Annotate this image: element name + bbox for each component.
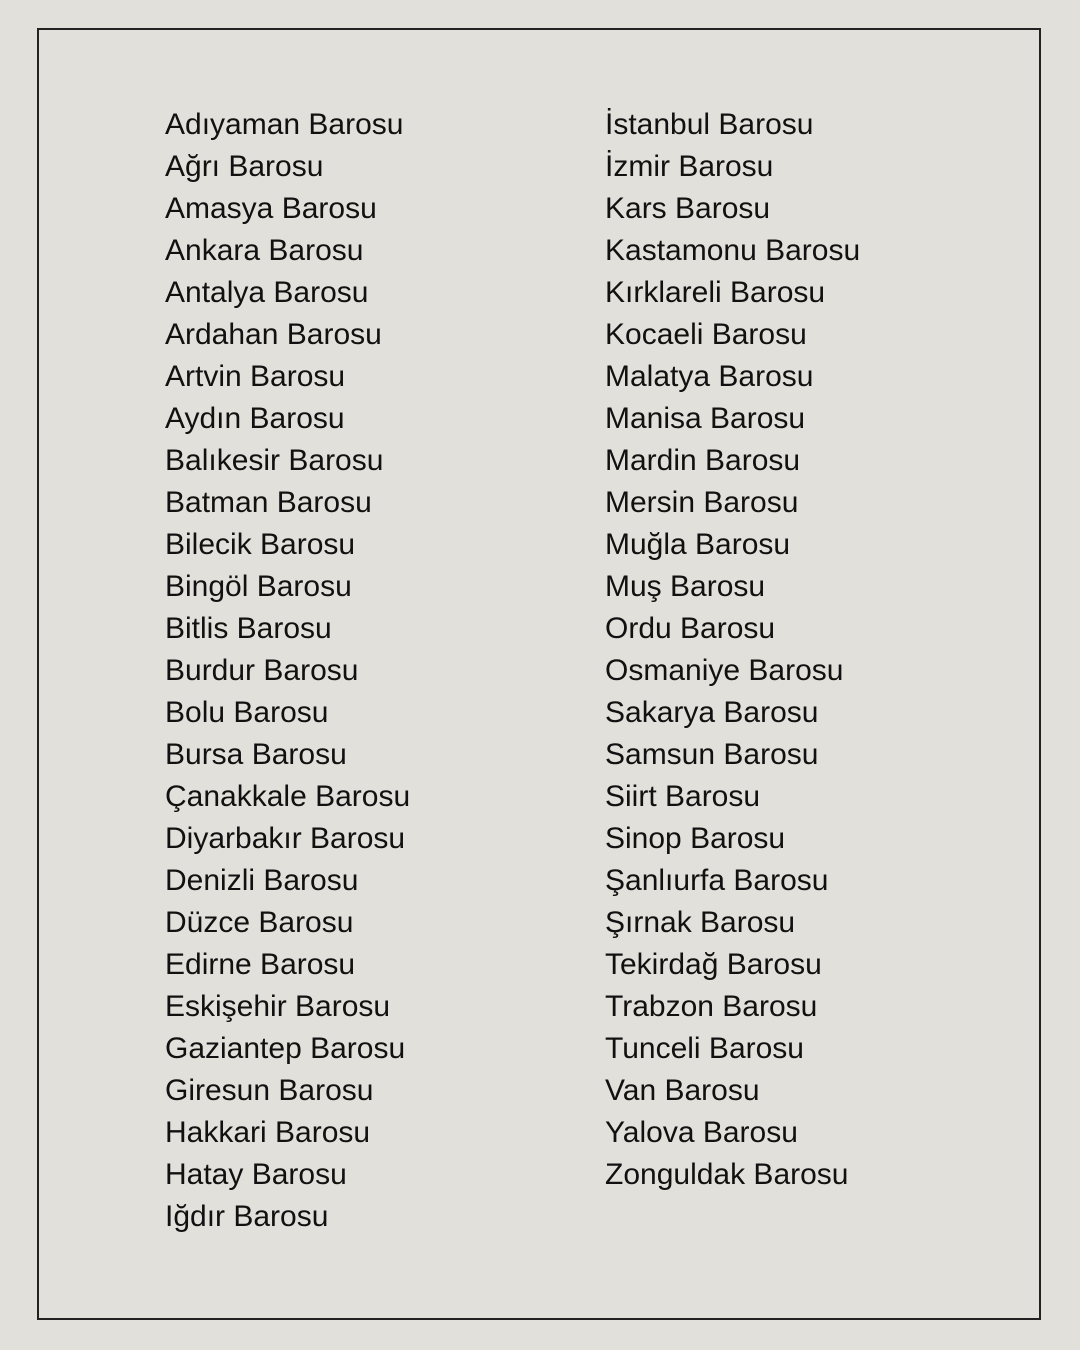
list-item: Iğdır Barosu [165,1200,329,1233]
list-item: Bilecik Barosu [165,528,356,561]
list-item: Kocaeli Barosu [605,318,807,351]
list-item: Sinop Barosu [605,822,786,855]
list-item: Batman Barosu [165,486,372,519]
list-item: Bitlis Barosu [165,612,332,645]
list-item: Ardahan Barosu [165,318,382,351]
list-item: Ordu Barosu [605,612,776,645]
list-item: Muğla Barosu [605,528,791,561]
list-item: Kars Barosu [605,192,771,225]
list-item: Giresun Barosu [165,1074,374,1107]
list-item: Kırklareli Barosu [605,276,826,309]
list-item: Mersin Barosu [605,486,799,519]
list-item: Tunceli Barosu [605,1032,804,1065]
list-item: Samsun Barosu [605,738,819,771]
list-item: Mardin Barosu [605,444,801,477]
list-item: Diyarbakır Barosu [165,822,406,855]
list-item: Muş Barosu [605,570,766,603]
list-item: Osmaniye Barosu [605,654,844,687]
list-item: Tekirdağ Barosu [605,948,822,981]
list-item: Aydın Barosu [165,402,345,435]
list-item: Ağrı Barosu [165,150,324,183]
left-column-list [165,104,410,1238]
list-item: Çanakkale Barosu [165,780,411,813]
list-item: İzmir Barosu [605,150,774,183]
list-item: Eskişehir Barosu [165,990,391,1023]
list-item: Bolu Barosu [165,696,329,729]
list-item: Malatya Barosu [605,360,814,393]
list-item: Adıyaman Barosu [165,108,404,141]
list-item: Amasya Barosu [165,192,377,225]
right-column-list [605,104,860,1196]
list-item: Siirt Barosu [605,780,761,813]
list-item: Gaziantep Barosu [165,1032,406,1065]
list-item: Denizli Barosu [165,864,359,897]
list-item: Sakarya Barosu [605,696,819,729]
list-item: Van Barosu [605,1074,760,1107]
list-item: Şırnak Barosu [605,906,796,939]
list-item: Artvin Barosu [165,360,346,393]
list-item: İstanbul Barosu [605,108,814,141]
list-item: Bursa Barosu [165,738,347,771]
list-item: Trabzon Barosu [605,990,818,1023]
list-item: Burdur Barosu [165,654,359,687]
list-item: Zonguldak Barosu [605,1158,849,1191]
list-item: Manisa Barosu [605,402,806,435]
list-item: Şanlıurfa Barosu [605,864,829,897]
list-item: Hakkari Barosu [165,1116,371,1149]
list-item: Hatay Barosu [165,1158,347,1191]
list-item: Ankara Barosu [165,234,364,267]
list-item: Yalova Barosu [605,1116,798,1149]
list-item: Edirne Barosu [165,948,356,981]
list-item: Antalya Barosu [165,276,369,309]
list-item: Bingöl Barosu [165,570,352,603]
list-item: Balıkesir Barosu [165,444,384,477]
list-item: Düzce Barosu [165,906,354,939]
list-item: Kastamonu Barosu [605,234,861,267]
